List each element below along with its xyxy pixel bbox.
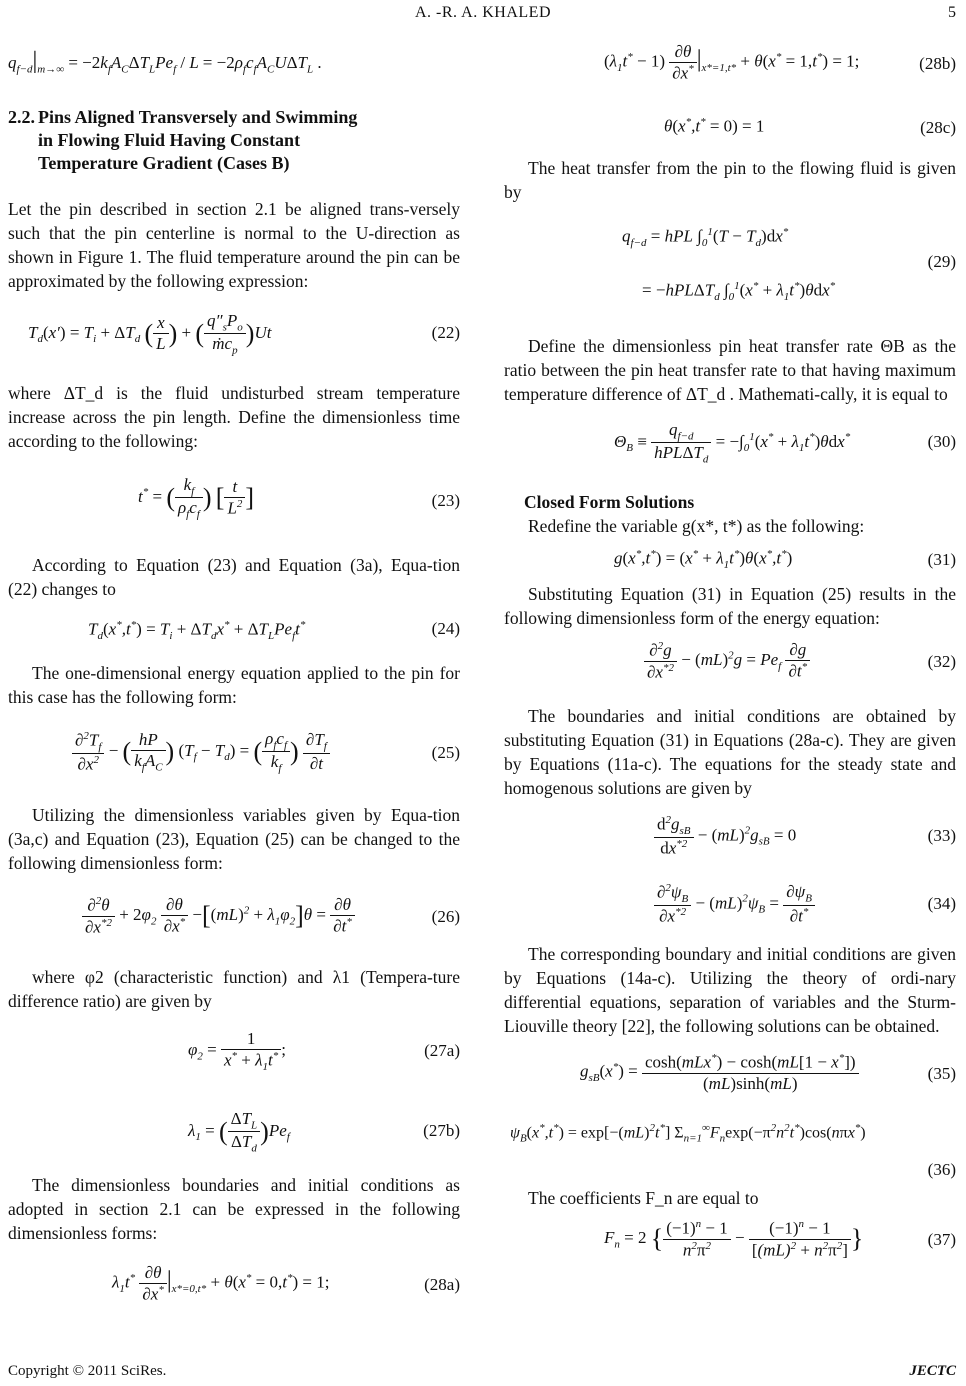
equation-28c: θ(x*,t* = 0) = 1 (28c) <box>664 116 956 137</box>
paragraph: The coefficients F_n are equal to <box>528 1188 759 1208</box>
paragraph: Define the dimensionless pin heat transfer rate ΘB as the ratio between the pin heat transfer rate to that having maximum temperature difference of ΔT_d . Mathemati-cally, it is equal to <box>504 336 956 404</box>
equation-28a: $\lambda_1t^*$ $\frac{\partial\theta}{\partial x^*}$ $|_{x*=0,t*} + \theta(x^* = 0,t^*) = 1$; (28a) <box>112 1263 460 1304</box>
closed-form-heading: Closed Form Solutions <box>524 492 695 512</box>
equation-27b: $\lambda_1$ = ( $\frac{\Delta T_L}{\Delta T_d}$ )$Pe_f$ (27b) <box>188 1109 460 1155</box>
right-column <box>504 38 956 1290</box>
equation-22: $T_d(x') = T_i + \Delta T_d$ ( $\frac{x}{L}$ ) + ( $\frac{q''_sP_o}{ṁc_p}$ )Ut (22) <box>28 311 460 357</box>
paragraph: The dimensionless boundaries and initial conditions as adopted in section 2.1 can be expressed in the following dimensionless forms: <box>8 1175 460 1243</box>
paragraph: The corresponding boundary and initial conditions are given by Equations (14a-c). Utilizing the theory of ordi-nary differential equations, separation of variables and the Sturm-Liouville theory [22], the following solutions can be obtained. <box>504 944 956 1036</box>
equation-35: $g_{sB}(x^*)$ = $\frac{\cosh(mLx^*) - \cosh(mL[1 - x^*])}{(mL)\sinh(mL)}$ (35) <box>580 1052 956 1093</box>
equation-32: $\frac{\partial^2g}{\partial x^{*2}}$ − $(mL)^2g = Pe_f$ $\frac{\partial g}{\partial t^*}$ (32) <box>504 630 956 704</box>
paragraph: Redefine the variable g(x*, t*) as the following: <box>528 516 865 536</box>
equation-37: $F_n = 2$ { $\frac{(-1)^n - 1}{n^2\pi^2}$ − $\frac{(-1)^n - 1}{[(mL)^2 + n^2\pi^2]}$ } (37) <box>604 1218 956 1260</box>
equation-top: $q_{f-d}|_{m\to\infty} = -2k_fA_C\Delta T_LPe_f / L = -2\rho_fc_fA_CU\Delta T_L$ . <box>8 48 322 76</box>
paragraph: The heat transfer from the pin to the flowing fluid is given by <box>504 158 956 202</box>
equation-31: $g(x^*,t^*) = (x^* + \lambda_1t^*)\theta(x^*,t^*)$ (31) <box>614 548 956 572</box>
equation-24: $T_d(x^*,t^*) = T_i + \Delta T_dx^* + \Delta T_LPe_ft^*$ (24) <box>88 619 460 643</box>
equation-30: $\Theta_B$ ≡ $\frac{q_{f-d}}{hPL\Delta T_d}$ = $-\int_0^1(x^* + \lambda_1t^*)\theta dx^*$ (30) <box>614 420 956 466</box>
footer-journal: JECTC <box>909 1363 956 1379</box>
page-number: 5 <box>948 4 956 21</box>
paragraph: where φ2 (characteristic function) and λ1 (Tempera-ture difference ratio) are given by <box>8 967 460 1011</box>
paragraph: The one-dimensional energy equation applied to the pin for this case has the following form: <box>8 663 460 707</box>
equation-27a: $\varphi_2$ = $\frac{1}{x^* + \lambda_1t^*}$ ; (27a) <box>188 1029 460 1074</box>
paragraph: Let the pin described in section 2.1 be aligned trans-versely such that the pin centerline is normal to the U-direction as shown in Figure 1. The fluid temperature around the pin can be approximated by the following expression: <box>8 199 460 291</box>
equation-25: $\frac{\partial^2T_f}{\partial x^2}$ − ( $\frac{hP}{k_fA_C}$ ) $(T_f - T_d)$ = ( $\frac{\rho_fc_f}{k_f}$ ) $\frac{\partial T_f}{\partial t}$ (25) <box>8 709 460 803</box>
equation-33: $\frac{d^2g_{sB}}{dx^{*2}}$ − $(mL)^2g_{sB} = 0$ (33) <box>504 800 956 878</box>
paragraph: According to Equation (23) and Equation (3a), Equa-tion (22) changes to <box>8 555 460 599</box>
footer-copyright: Copyright © 2011 SciRes. <box>8 1363 167 1379</box>
section-heading: 2.2. Pins Aligned Transversely and Swimming in Flowing Fluid Having Constant Temperature Gradient (Cases B) <box>8 107 358 173</box>
paragraph: where ΔT_d is the fluid undisturbed stream temperature increase across the pin length. Define the dimensionless time according to the following: <box>8 383 460 451</box>
equation-26: $\frac{\partial^2\theta}{\partial x^{*2}}$ + $2\varphi_2$ $\frac{\partial\theta}{\partial x^*}$ $-[(mL)^2 + \lambda_1\varphi_2]\theta$ = $\frac{\partial\theta}{\partial t^*}$ (26) <box>8 875 460 965</box>
equation-36: $\psi_B(x^*,t^*) = \exp[-(mL)^2t^*]$ $\Sigma_{n=1}^\infty F_n\exp(-\pi^2n^2t^*)\cos(n\pi x^*)$ (36) <box>510 1122 956 1179</box>
paragraph: Utilizing the dimensionless variables given by Equa-tion (3a,c) and Equation (23), Equation (25) can be changed to the following dimensionless form: <box>8 805 460 873</box>
equation-29: $q_{f-d}$ = hPL $\int_0^1(T - T_d)dx^*$ = −hPLΔT$_d$ $\int_0^1(x^* + \lambda_1t^*)\theta dx^*$ (29) <box>622 226 956 304</box>
left-column <box>8 40 460 1325</box>
equation-34: $\frac{\partial^2\psi_B}{\partial x^{*2}}$ − $(mL)^2\psi_B$ = $\frac{\partial\psi_B}{\partial t^*}$ (34) <box>504 878 956 942</box>
paragraph: Substituting Equation (31) in Equation (25) results in the following dimensionless form of the energy equation: <box>504 584 956 628</box>
paragraph: The boundaries and initial conditions are obtained by substituting Equation (31) in Equations (28a-c). They are given by Equations (11a-c). The equations for the steady state and homogenous solutions are given by <box>504 706 956 798</box>
running-header: A. -R. A. KHALED <box>415 4 551 21</box>
equation-23: t* = ( $\frac{k_f}{\rho_fc_f}$ ) [ $\frac{t}{L^2}$ ] (23) <box>138 475 460 521</box>
equation-28b: $(\lambda_1t^* - 1)$ $\frac{\partial\theta}{\partial x^*}$ $|_{x*=1,t*} + \theta(x^* = 1,t^*) = 1$; (28b) <box>604 42 956 83</box>
